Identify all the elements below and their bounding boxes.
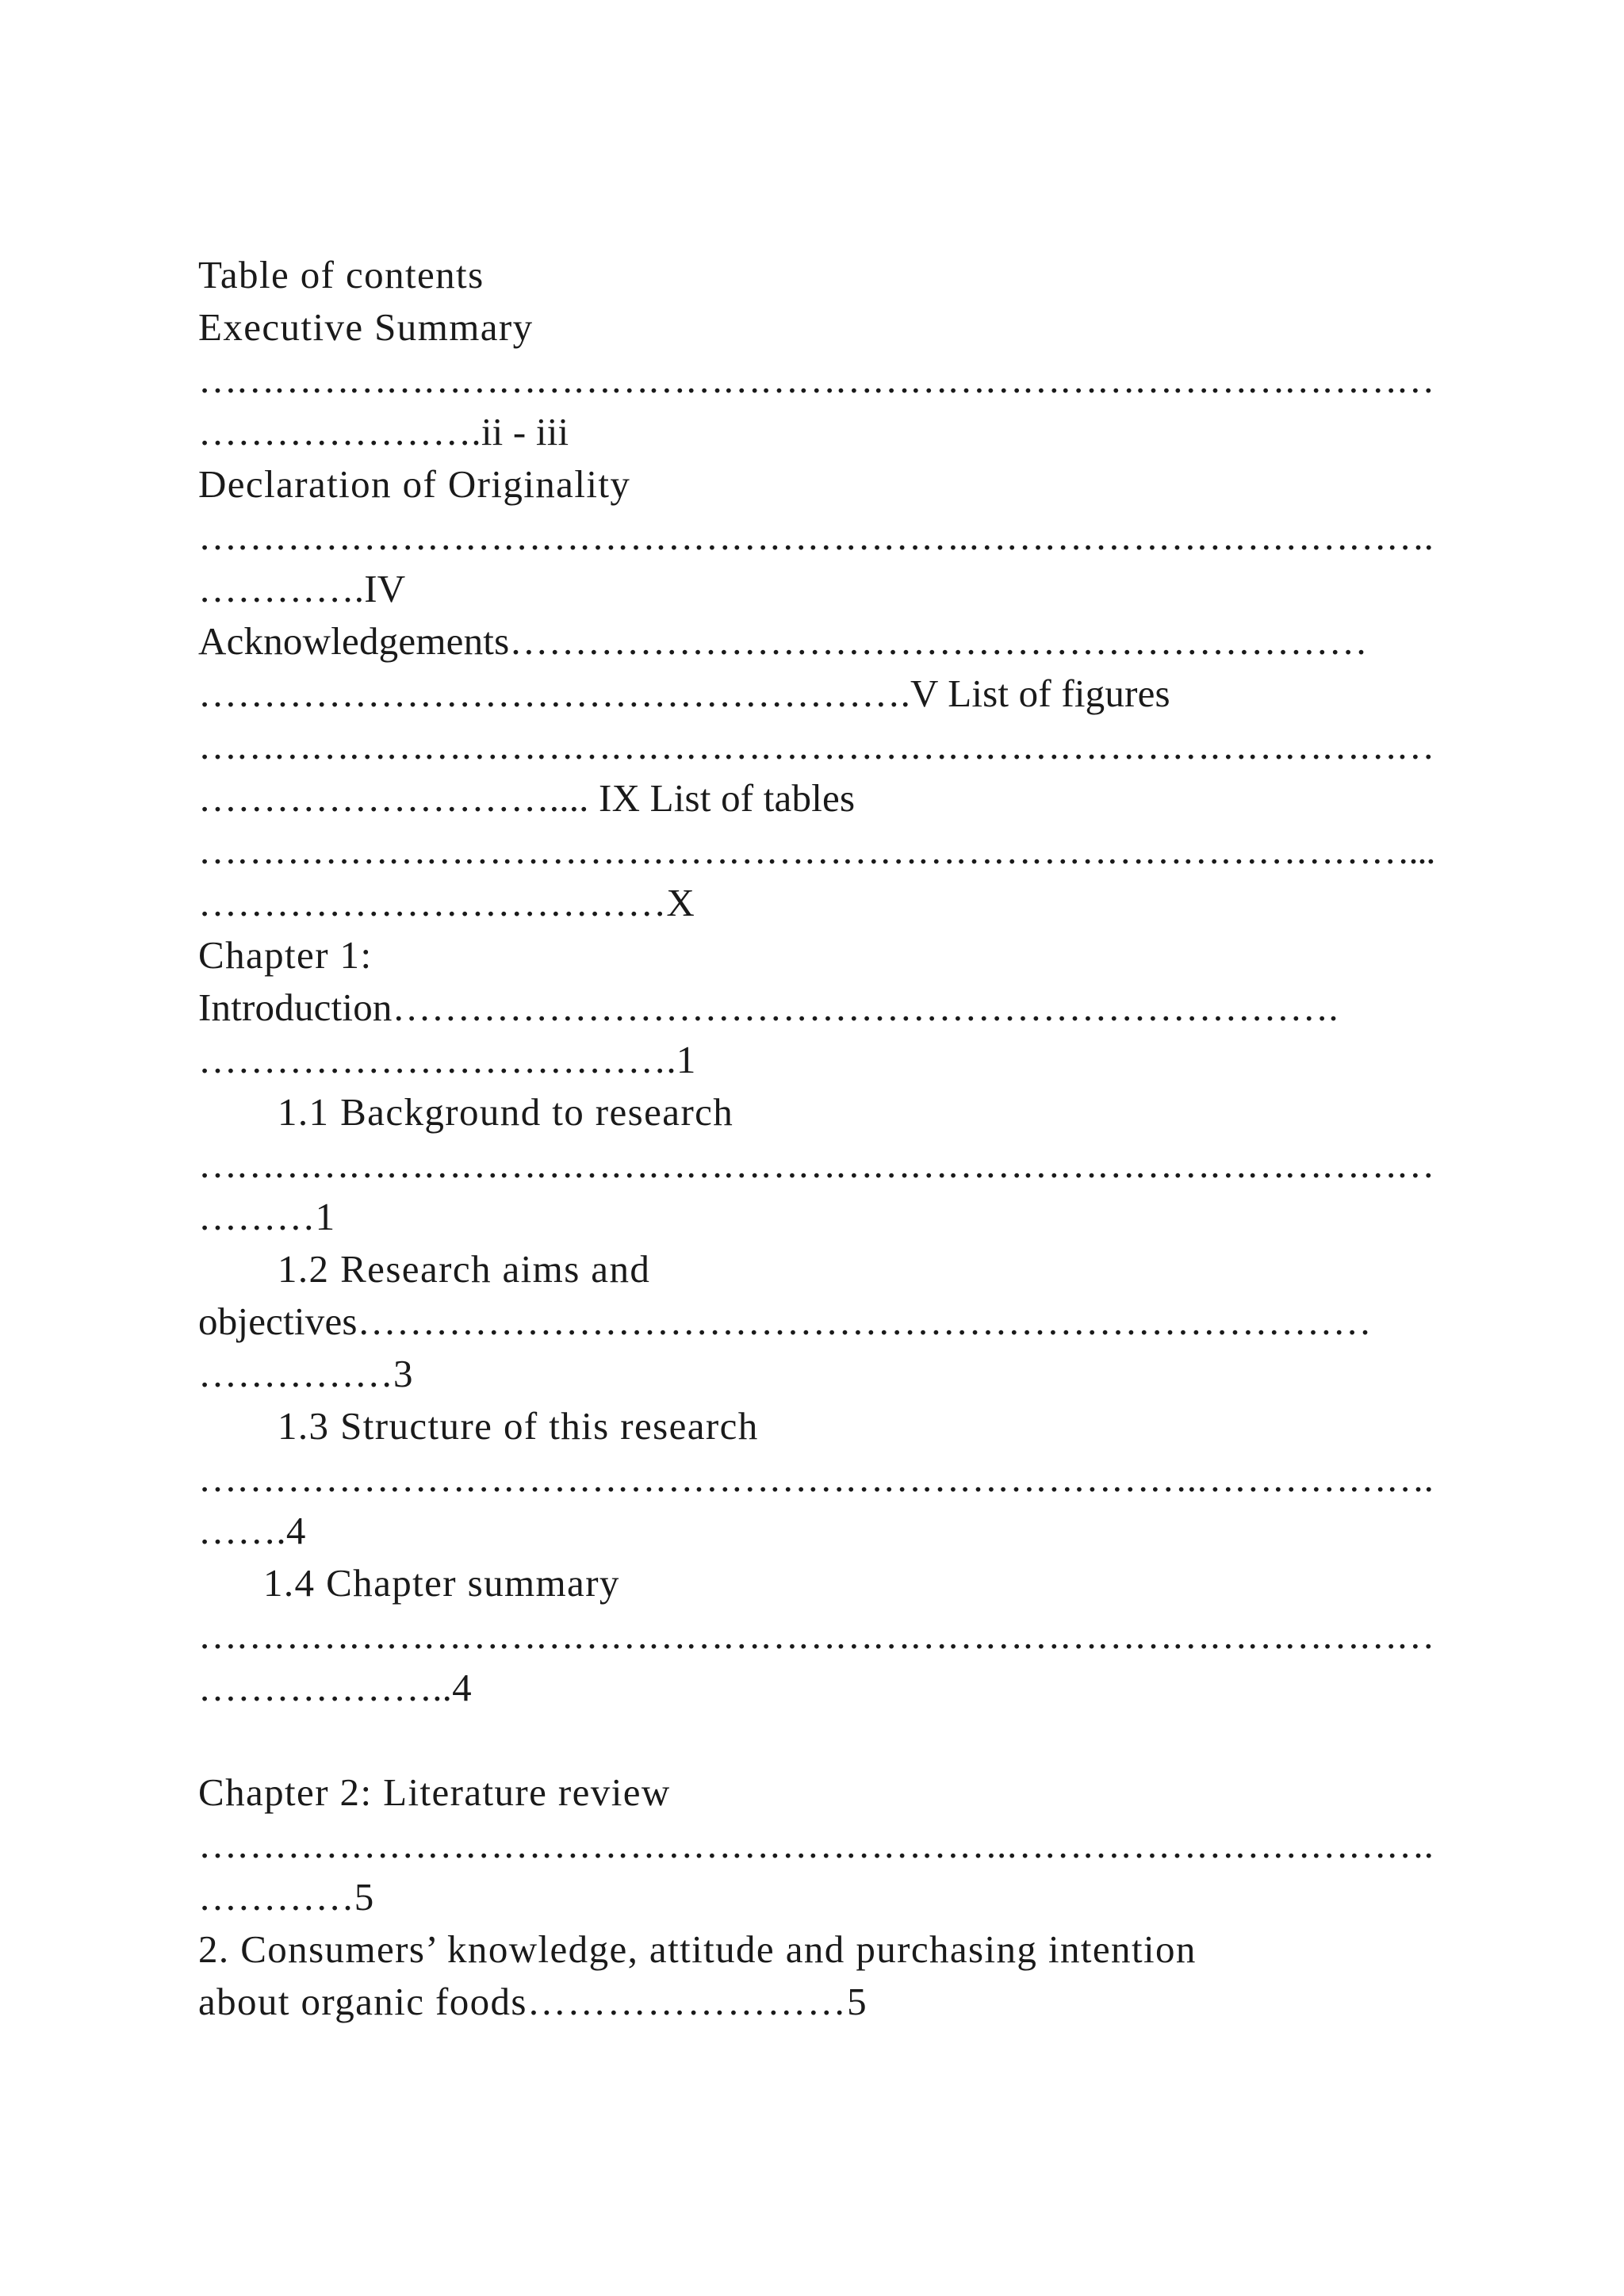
toc-entry-1-4: 1.4 Chapter summary	[263, 1561, 620, 1605]
toc-page-1-3: …….4	[198, 1509, 306, 1552]
toc-leader-dots: ……………………………………………………………………………………...	[198, 828, 1435, 872]
toc-heading: Table of contents	[198, 253, 485, 297]
toc-page-chapter-2: …………5	[198, 1875, 374, 1919]
toc-entry-list-of-tables: ……………………….... IX List of tables	[198, 776, 856, 820]
toc-leader-dots: ………………………………………………………………………………………	[198, 724, 1434, 767]
toc-page-introduction: ……………………………….1	[198, 1038, 696, 1081]
toc-entry-declaration: Declaration of Originality	[198, 462, 631, 506]
toc-leader-dots: ……………………………………………………….…………………………….	[198, 1823, 1433, 1866]
toc-entry-chapter-2: Chapter 2: Literature review	[198, 1770, 671, 1814]
toc-entry-objectives: objectives……………………………………………………………………	[198, 1299, 1372, 1343]
toc-entry-executive-summary: Executive Summary	[198, 305, 534, 349]
toc-entry-list-of-figures: ……………………………………………….V List of figures	[198, 672, 1170, 715]
toc-leader-dots: ………………………………………………………………………………………	[198, 1613, 1434, 1657]
toc-page-declaration: ………….IV	[198, 567, 406, 610]
toc-entry-1-2: 1.2 Research aims and	[278, 1247, 651, 1291]
toc-entry-1-1: 1.1 Background to research	[278, 1090, 734, 1134]
toc-page-1-4: ………………..4	[198, 1666, 472, 1709]
toc-leader-dots: …………………………………………………………………….……………….	[198, 1456, 1433, 1500]
toc-entry-acknowledgements: Acknowledgements…………………………………………………………	[198, 619, 1368, 663]
toc-entry-1-3: 1.3 Structure of this research	[278, 1404, 759, 1448]
toc-page-1-1: ………1	[198, 1195, 335, 1238]
toc-entry-chapter-1: Chapter 1:	[198, 933, 373, 977]
toc-leader-dots: ………………………………………………………………………………………	[198, 1142, 1434, 1186]
toc-page-list-of-tables: ………………………………X	[198, 881, 695, 924]
toc-leader-dots: ………………………………………………………………………………………	[198, 358, 1434, 401]
toc-page-executive-summary: ………………….ii - iii	[198, 410, 569, 453]
toc-page-1-2: ……………3	[198, 1352, 413, 1395]
toc-entry-introduction: Introduction……………………………………………………………….	[198, 985, 1339, 1029]
toc-leader-dots: …………………………………………………….……………………………….	[198, 515, 1433, 558]
toc-entry-2: 2. Consumers’ knowledge, attitude and purchasing intention	[198, 1927, 1197, 1971]
toc-entry-2-continued: about organic foods……………………5	[198, 1980, 868, 2023]
